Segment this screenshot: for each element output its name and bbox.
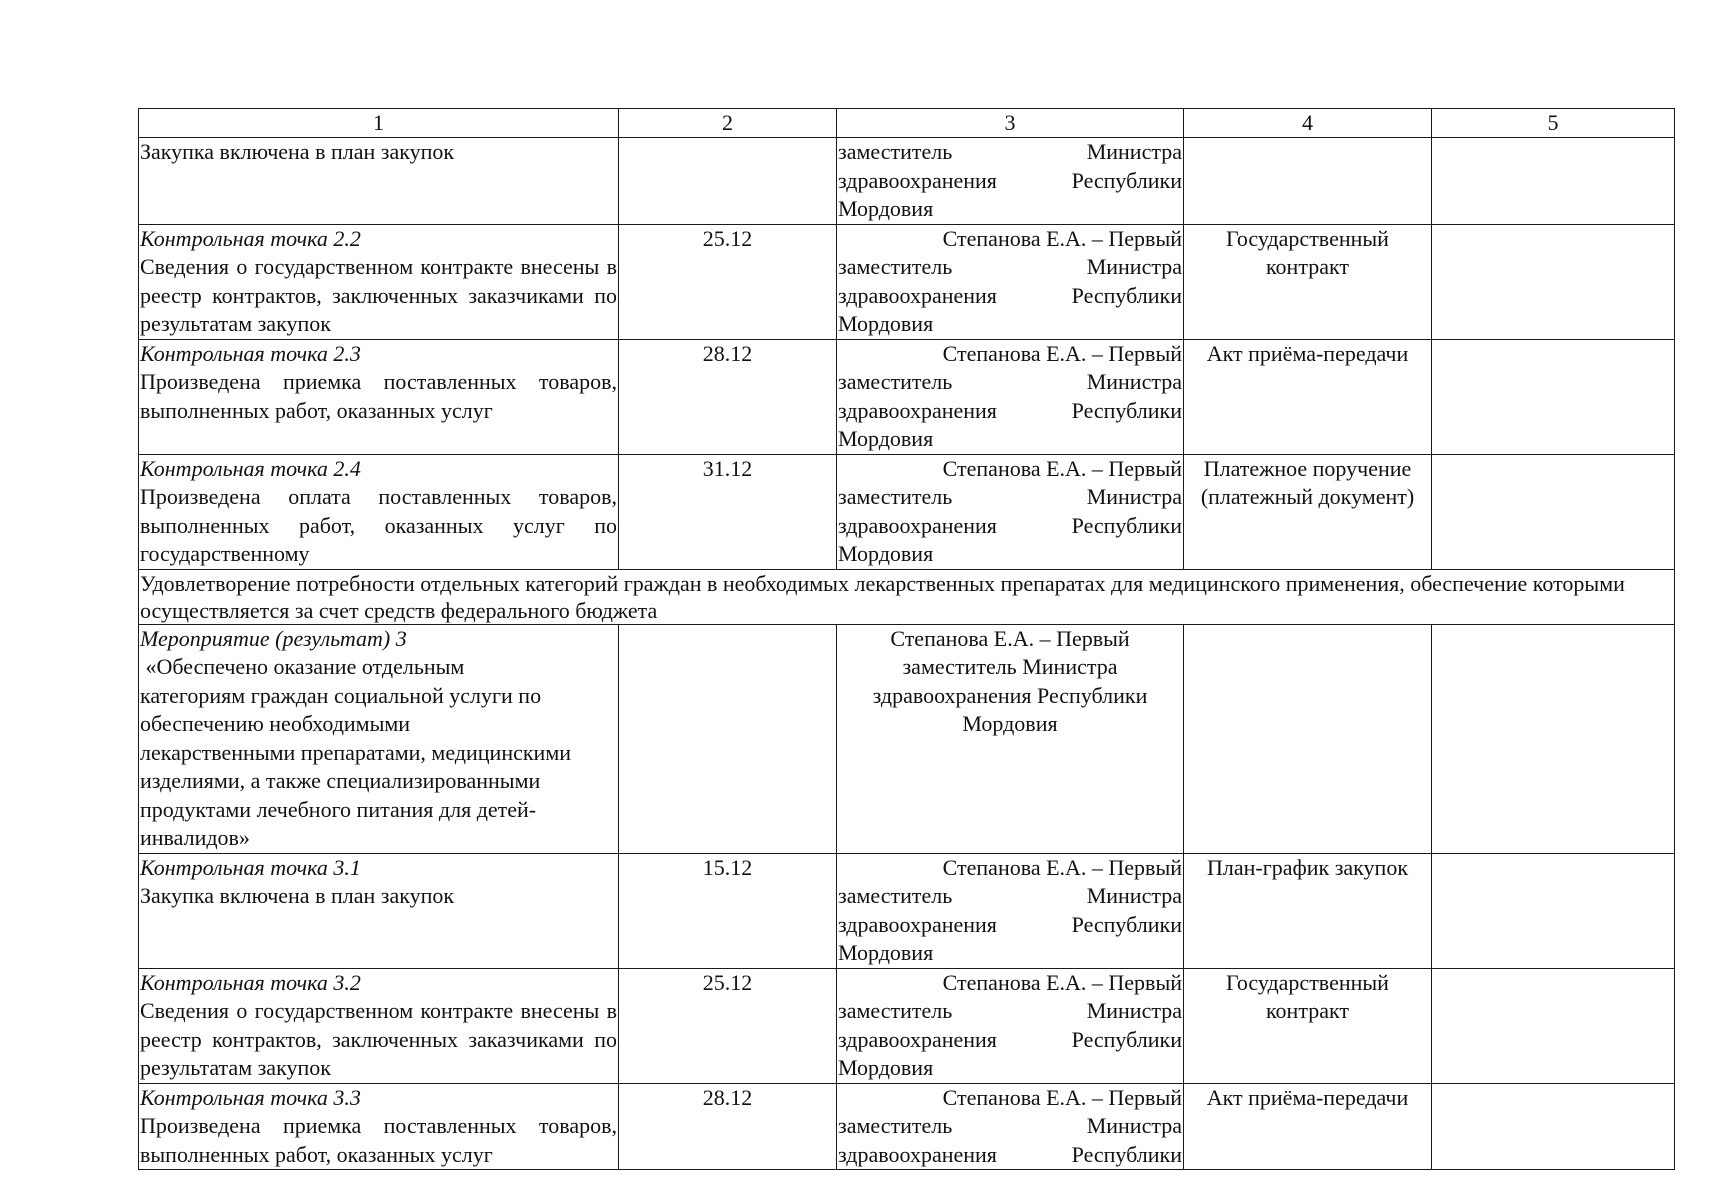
responsible-cell [837,853,1184,968]
control-point-title: Контрольная точка 3.1 [140,854,361,880]
description-text: Произведена приемка поставленных товаров, выполненных работ, оказанных услуг [140,369,617,423]
responsible-word: здравоохранения [838,397,997,423]
description-cell [139,138,619,225]
responsible-line: здравоохранения Республики [872,682,1148,708]
responsible-name: Степанова Е.А. – Первый [942,1084,1182,1110]
column-number-row [139,109,1675,138]
document-text: Государственный контракт [1226,969,1389,1023]
table-row [139,1083,1675,1170]
responsible-name: Степанова Е.А. – Первый [942,854,1182,880]
event-text-line: «Обеспечено оказание отдельным [140,654,465,679]
description-cell [139,853,619,968]
control-points-table [138,108,1675,1170]
responsible-word: заместитель [838,484,953,509]
description-cell [139,454,619,569]
table-row [139,454,1675,569]
responsible-word: Республики [1071,397,1182,423]
responsible-word: здравоохранения [838,512,997,538]
responsible-word: здравоохранения [838,1026,997,1052]
description-text: Сведения о государственном контракте внесены в реестр контрактов, заключенных заказчиками по результатам закупок [140,254,617,336]
responsible-word: Мордовия [838,426,934,451]
control-point-title: Контрольная точка 3.2 [140,969,361,995]
description-text: Произведена приемка поставленных товаров, выполненных работ, оказанных услуг [140,1113,617,1167]
responsible-cell [837,1083,1184,1170]
document-cell [1184,454,1432,569]
responsible-word: Мордовия [838,196,934,221]
date-cell: 31.12 [619,454,837,569]
table-row [139,339,1675,454]
date-cell [619,138,837,225]
date-cell: 25.12 [619,224,837,339]
table-row [139,853,1675,968]
responsible-word: заместитель [838,139,953,164]
document-text: (платежный документ) [1200,484,1415,509]
event-text-line: категориям граждан социальной услуги по [140,682,542,708]
responsible-word: Министра [1086,883,1182,908]
section-title: Удовлетворение потребности отдельных категорий граждан в необходимых лекарственных препаратах для медицинского применения, обеспечение которыми осуществляется за счет средств федерального бюджета [139,569,1675,624]
responsible-name: Степанова Е.А. – Первый [942,455,1182,481]
responsible-line: Мордовия [962,711,1058,736]
responsible-cell [837,339,1184,454]
note-cell [1432,1083,1675,1170]
responsible-word: Министра [1086,998,1182,1023]
responsible-word: Республики [1071,1141,1182,1167]
table-row [139,968,1675,1083]
note-cell [1432,968,1675,1083]
responsible-word: Республики [1071,282,1182,308]
event-text-line: продуктами лечебного питания для детей- [140,796,537,822]
responsible-word: Республики [1071,911,1182,937]
document-text: Государственный контракт [1226,225,1389,279]
col-number-5: 5 [1432,109,1675,138]
description-cell [139,1083,619,1170]
document-text: Акт приёма-передачи [1206,340,1409,366]
responsible-word: заместитель [838,883,953,908]
responsible-name: Степанова Е.А. – Первый [942,969,1182,995]
date-cell: 28.12 [619,1083,837,1170]
document-cell [1184,138,1432,225]
event-text-line: обеспечению необходимыми [140,711,411,736]
note-cell [1432,138,1675,225]
responsible-word: Республики [1071,1026,1182,1052]
table-row [139,138,1675,225]
responsible-word: Министра [1086,254,1182,279]
responsible-word: Министра [1086,484,1182,509]
document-cell [1184,339,1432,454]
responsible-line: Степанова Е.А. – Первый [890,625,1130,651]
table-row [139,224,1675,339]
section-row [139,569,1675,624]
document-text: План-график закупок [1206,854,1409,880]
responsible-word: Мордовия [838,541,934,566]
responsible-word: Мордовия [838,311,934,336]
responsible-name: Степанова Е.А. – Первый [942,340,1182,366]
note-cell [1432,853,1675,968]
responsible-line: заместитель Министра [902,654,1118,679]
document-cell [1184,968,1432,1083]
responsible-word: заместитель [838,254,953,279]
control-point-title: Контрольная точка 2.3 [140,340,361,366]
document-cell [1184,624,1432,853]
description-text: Закупка включена в план закупок [140,883,455,908]
responsible-word: Республики [1071,512,1182,538]
description-cell [139,224,619,339]
document-cell [1184,1083,1432,1170]
description-text: Сведения о государственном контракте внесены в реестр контрактов, заключенных заказчиками по результатам закупок [140,998,617,1080]
responsible-name: Степанова Е.А. – Первый [942,225,1182,251]
note-cell [1432,454,1675,569]
col-number-3: 3 [837,109,1184,138]
event-text-line: изделиями, а также специализированными [140,768,541,793]
description-cell [139,339,619,454]
responsible-cell [837,968,1184,1083]
responsible-word: Министра [1086,139,1182,164]
note-cell [1432,339,1675,454]
col-number-4: 4 [1184,109,1432,138]
responsible-word: здравоохранения [838,911,997,937]
responsible-word: Министра [1086,1113,1182,1138]
responsible-word: заместитель [838,369,953,394]
document-cell [1184,853,1432,968]
col-number-2: 2 [619,109,837,138]
date-cell: 28.12 [619,339,837,454]
control-point-title: Контрольная точка 3.3 [140,1084,361,1110]
control-point-title: Контрольная точка 2.2 [140,225,361,251]
responsible-word: Министра [1086,369,1182,394]
responsible-word: заместитель [838,998,953,1023]
document-text: Платежное поручение [1203,455,1412,481]
control-point-title: Контрольная точка 2.4 [140,455,361,481]
responsible-cell [837,138,1184,225]
document-text: Акт приёма-передачи [1206,1084,1409,1110]
event-description-cell [139,624,619,853]
responsible-word: здравоохранения [838,167,997,193]
responsible-cell [837,624,1184,853]
responsible-word: Мордовия [838,940,934,965]
event-row [139,624,1675,853]
responsible-cell [837,224,1184,339]
col-number-1: 1 [139,109,619,138]
description-text: Произведена оплата поставленных товаров, выполненных работ, оказанных услуг по государственному [140,484,617,566]
responsible-cell [837,454,1184,569]
responsible-word: Республики [1071,167,1182,193]
date-cell: 15.12 [619,853,837,968]
description-text: Закупка включена в план закупок [140,139,455,164]
note-cell [1432,224,1675,339]
responsible-word: Мордовия [838,1055,934,1080]
date-cell [619,624,837,853]
event-text-line: инвалидов» [140,825,250,850]
event-text-line: лекарственными препаратами, медицинскими [140,739,572,765]
event-title: Мероприятие (результат) 3 [140,625,407,651]
responsible-word: здравоохранения [838,1141,997,1167]
description-cell [139,968,619,1083]
note-cell [1432,624,1675,853]
responsible-word: здравоохранения [838,282,997,308]
responsible-word: заместитель [838,1113,953,1138]
document-cell [1184,224,1432,339]
date-cell: 25.12 [619,968,837,1083]
